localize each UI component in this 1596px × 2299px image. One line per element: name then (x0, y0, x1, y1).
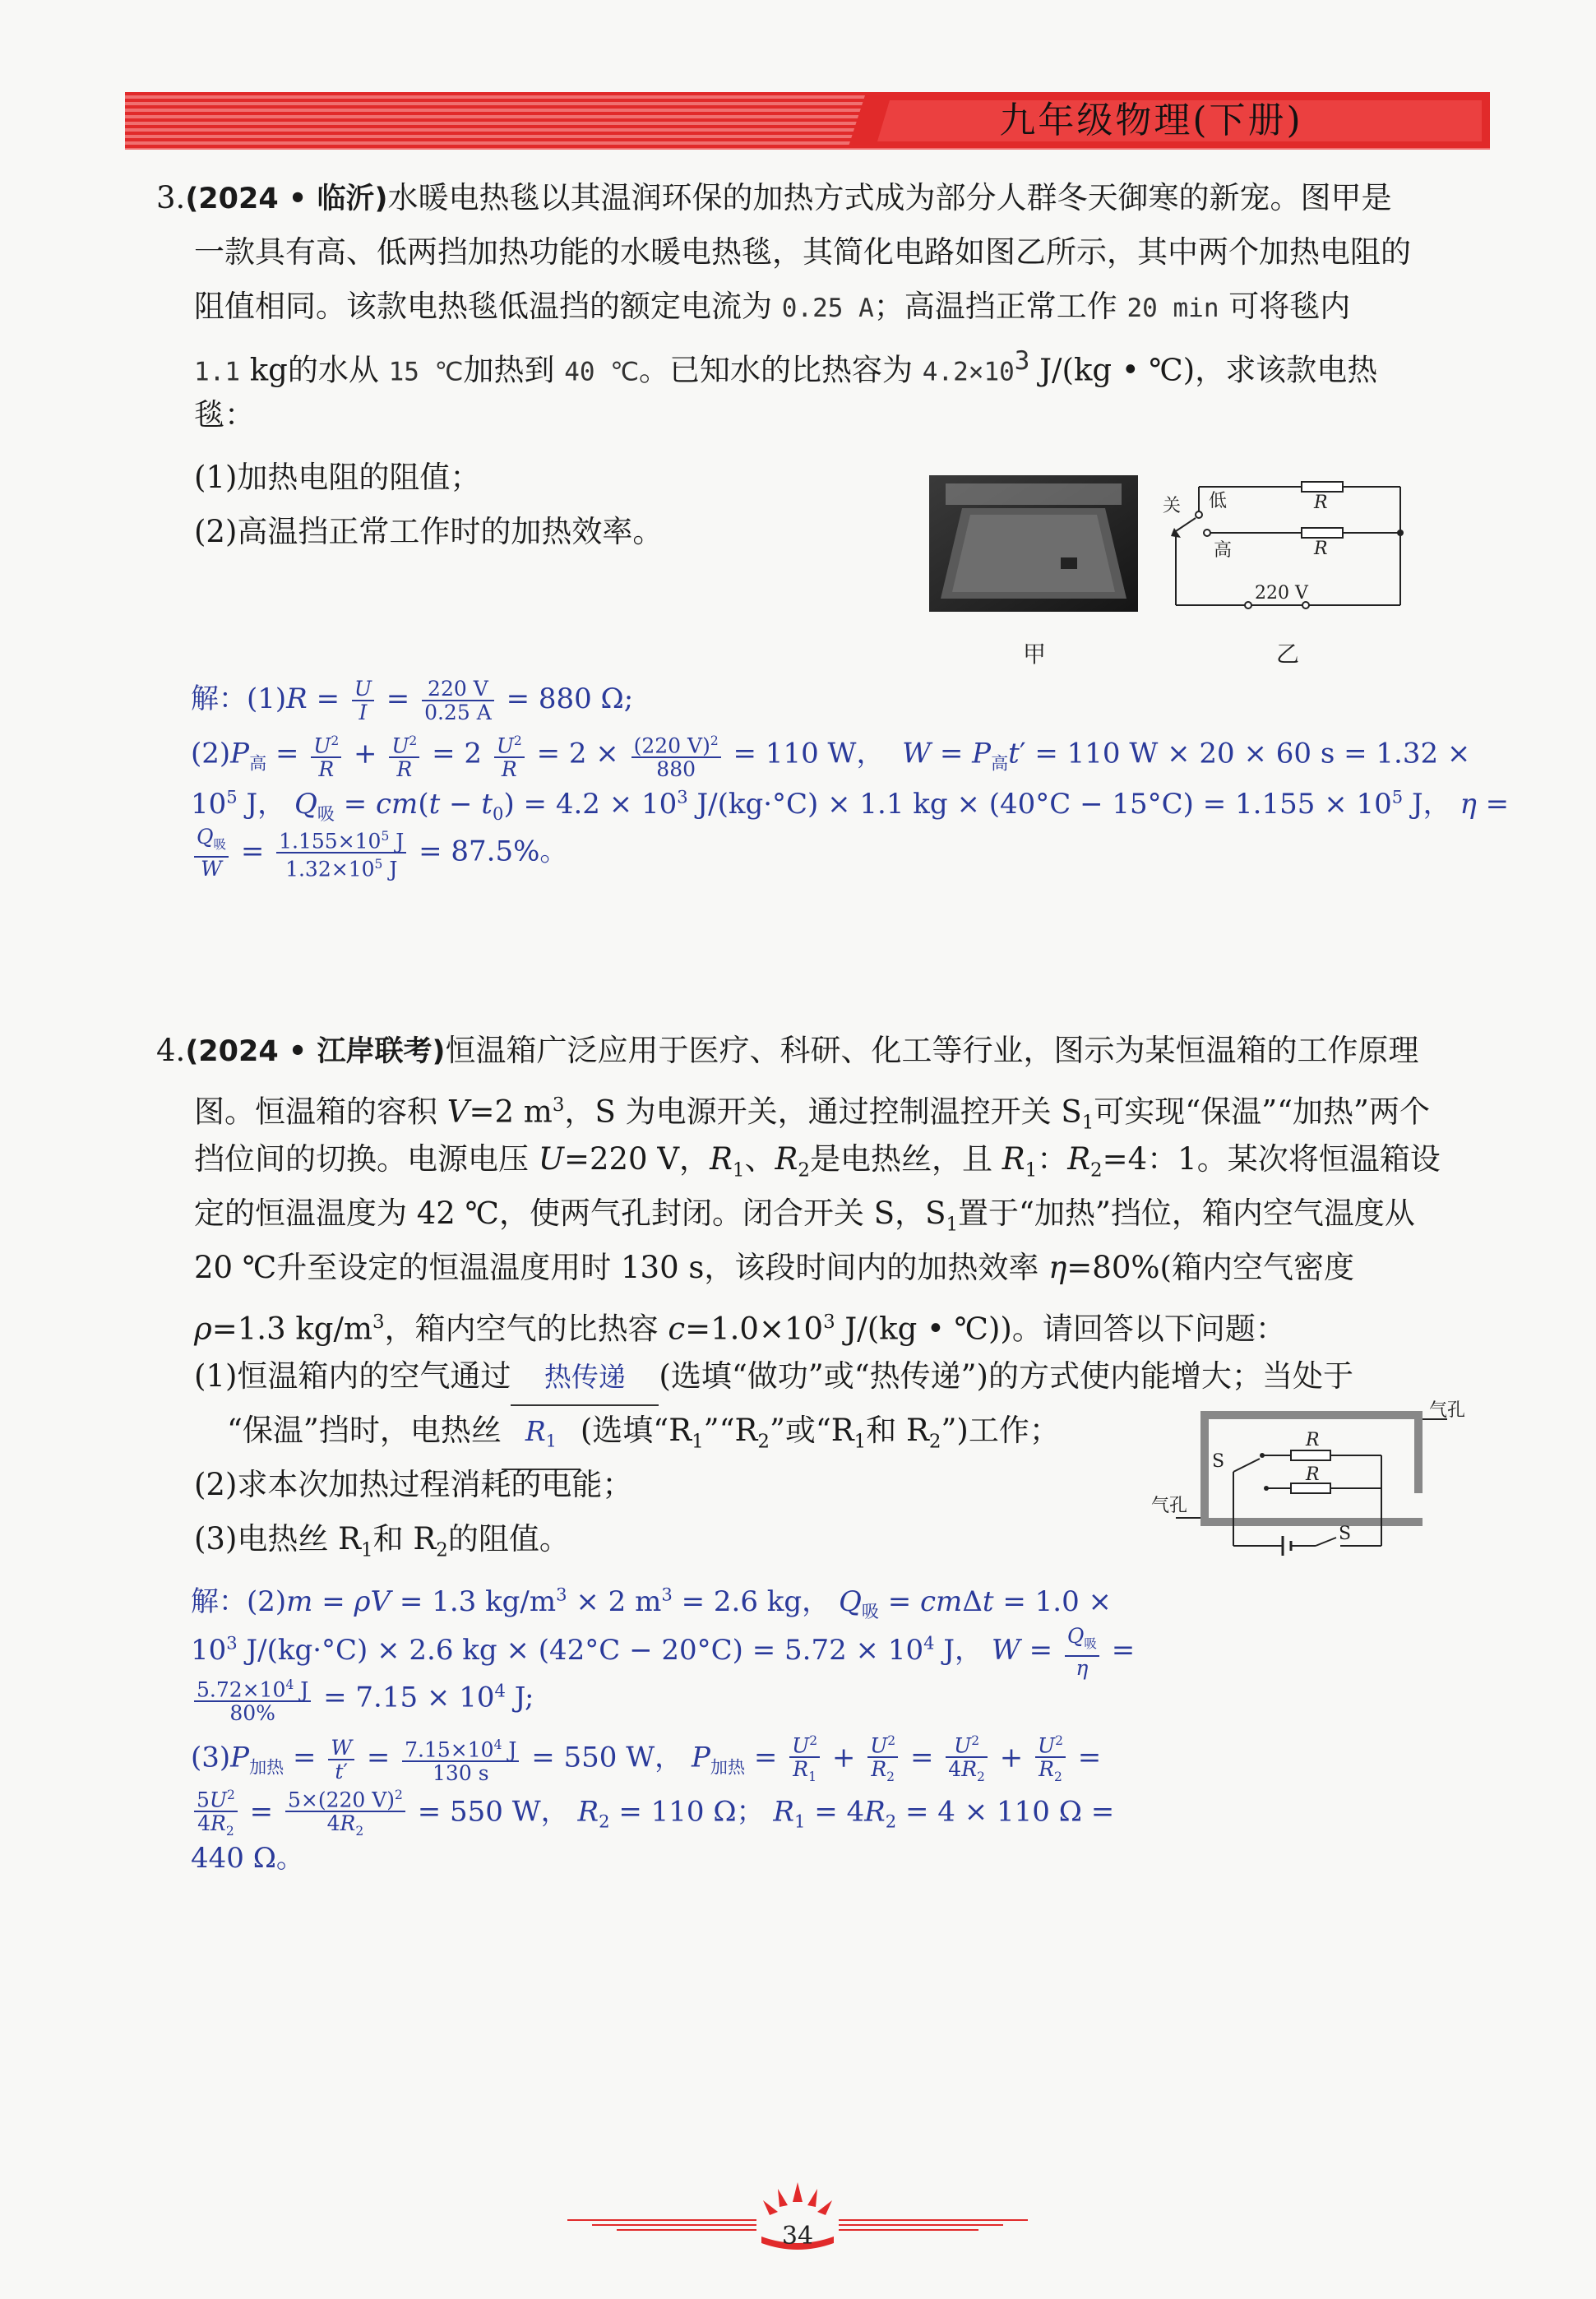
q3-answer-2-line3: $\frac{Q_吸}{W}$ = $\frac{1.155\times 10^5 J}{1.32\times 10^5 J}$ = 87.5%。 (191, 826, 567, 881)
page-number: 34 (781, 2222, 814, 2250)
q3-answer-2-line1: $(2)P_高$ = $\frac{U^2}{R}$ + $\frac{U^2}{R}$ = 2 $\frac{U^2}{R}$ = 2 × $\frac{(220 V)^2}{880}$ = 110 W， $W = P_高t' = 110$ W × 20 × 60 s = 1.32 × (191, 730, 1470, 780)
q3-temp2: 40 ℃ (564, 357, 640, 387)
q3-line4i: J/(kg • ℃)，求该款电热 (1029, 352, 1378, 388)
q4-blank-2: $R_1$ (502, 1404, 581, 1470)
q4-answer-2-line3: $\frac{5.72\times 10^4 J}{80\%}$ = $7.15 \times 10^4$ J; (191, 1674, 534, 1724)
q4-figure-incubator (1151, 1400, 1466, 1595)
q4-sub2: (2)求本次加热过程消耗的电能； (194, 1467, 633, 1502)
q3-number: 3. (156, 180, 186, 215)
q4-line4: 定的恒温温度为 42 ℃，使两气孔封闭。闭合开关 S，$S_1$置于“加热”挡位，箱内空气温度从 (194, 1196, 1415, 1236)
selector-switch (1176, 518, 1196, 531)
q4-number: 4. (156, 1033, 186, 1068)
q4-line3: 挡位间的切换。电源电压 U=220 V，$R_1$、$R_2$是电热丝，且 $R_1$：$R_2=4$：1。某次将恒温箱设 (194, 1141, 1441, 1182)
q4-line5: 20 ℃升至设定的恒温温度用时 130 s，该段时间内的加热效率 η=80%(箱内空气密度 (194, 1250, 1354, 1285)
q4-line1: 恒温箱广泛应用于医疗、科研、化工等行业，图示为某恒温箱的工作原理 (445, 1033, 1419, 1068)
q3-answer-2-line2: $10^5$ J， $Q_吸 = cm(t - t_0) = 4.2 \times 10^3$ J/(kg·°C) × 1.1 kg × $(40^\circ C - 15^\circ C) = 1.155 \times 10^5$ J， η = (191, 786, 1510, 824)
q3-figure-jia-photo (929, 475, 1138, 612)
svg-text:R: R (1306, 1464, 1320, 1485)
q4-answer-2-line1: 解：(2)m = ρV = 1.3 $kg/m^3 \times 2$ $m^3 = 2.6$ kg， $Q_吸 = cm\Delta t = 1.0$ × (191, 1584, 1113, 1621)
q3-line3c: ；高温挡正常工作 (873, 289, 1127, 324)
q4-blank-1: 热传递 (511, 1350, 659, 1406)
q3-mass: 1.1 (194, 357, 240, 387)
q3-specific-heat: 4.2×10 (922, 357, 1015, 387)
q4-line2: 图。恒温箱的容积 V=2 $m^3$，S 为电源开关，通过控制温控开关 $S_1$可实现“保温”“加热”两个 (194, 1094, 1430, 1134)
q4-sub1-line2: “保温”挡时，电热丝 $R_1$ (选填“$R_1”“R_2$”或“$R_1$和 $R_2$”)工作； (227, 1404, 1060, 1470)
q3-line3e: 可将毯内 (1219, 289, 1351, 324)
q3-line2: 一款具有高、低两挡加热功能的水暖电热毯，其简化电路如图乙所示，其中两个加热电阻的 (194, 234, 1411, 270)
resistor-middle (1302, 528, 1343, 538)
q3-line3a: 阻值相同。该款电热毯低温挡的额定电流为 (194, 289, 782, 324)
svg-text:S: S (1212, 1451, 1225, 1472)
page-header-title: 九年级物理(下册) (999, 99, 1303, 141)
circuit-label-r1: R (1314, 493, 1328, 513)
q3-figure-jia-label: 甲 (1023, 641, 1047, 668)
switch-s (1316, 1538, 1336, 1546)
q4-sub3: (3)电热丝 $R_1$和 $R_2$的阻值。 (194, 1521, 570, 1561)
circuit-label-off: 关 (1163, 496, 1182, 516)
vent-label-right: 气孔 (1429, 1400, 1466, 1421)
q3-sub1: (1)加热电阻的阻值； (194, 460, 481, 495)
q4-source: (2024 • 江岸联考) (185, 1035, 446, 1068)
q4-answer-3-line1: $(3)P_{加热}$ = $\frac{W}{t'}$ = $\frac{7.15\times 10^4 J}{130 s}$ = 550 W， $P_{加热}$ = $\frac{U^2}{R_1}$ + $\frac{U^2}{R_2}$ = $\frac{U^2}{4R_2}$ + $\frac{U^2}{R_2}$ = (191, 1730, 1101, 1788)
q3-sub2: (2)高温挡正常工作时的加热效率。 (194, 514, 664, 549)
q3-line5: 毯： (194, 397, 255, 433)
q3-time: 20 min (1126, 294, 1219, 323)
q4-answer-3-line2: $\frac{5U^2}{4R_2}$ = $\frac{5\times(220 V)^2}{4R_2}$ = 550 W， $R_2 = 110$ Ω； $R_1 = 4R_2 = 4 \times 110$ Ω = (191, 1784, 1114, 1843)
svg-text:R: R (1306, 1430, 1320, 1450)
q3-line4b: kg的水从 (240, 352, 389, 388)
circuit-label-voltage: 220 V (1255, 583, 1308, 604)
switch-s1 (1233, 1459, 1260, 1472)
q3-figure-yi-label: 乙 (1276, 641, 1300, 668)
circuit-label-high: 高 (1214, 540, 1233, 561)
q3-line1: 水暖电热毯以其温润环保的加热方式成为部分人群冬天御寒的新宠。图甲是 (387, 180, 1392, 215)
q3-figure-yi-circuit (1163, 482, 1413, 613)
vent-label-left: 气孔 (1151, 1496, 1188, 1516)
circuit-label-r2: R (1314, 539, 1328, 559)
q3-line4d: 加热到 (463, 352, 565, 388)
circuit-label-low: 低 (1209, 491, 1228, 511)
q3-current: 0.25 A (781, 294, 874, 323)
q4-sub1: (1)恒温箱内的空气通过 热传递 (选填“做功”或“热传递”)的方式使内能增大；当处于 (194, 1349, 1353, 1406)
q4-answer-3-line3: 440 Ω。 (191, 1842, 304, 1875)
resistor-top (1302, 482, 1343, 492)
q3-temp1: 15 ℃ (388, 357, 464, 387)
resistor-r1 (1291, 1450, 1330, 1460)
q3-source: (2024 • 临沂) (185, 183, 388, 215)
q3-answer-1: 解：(1)R = $\frac{U}{I}$ = $\frac{220 V}{0.25 A}$ = 880 Ω; (191, 677, 634, 724)
q3-line4f: 。已知水的比热容为 (639, 352, 923, 388)
q4-answer-2-line2: $10^3$ J/(kg·°C) × 2.6 kg × $(42^\circ C - 20^\circ C) = 5.72 \times 10^4$ J， W = $\frac{Q_吸}{\eta}$ = (191, 1624, 1136, 1680)
question-3: 3.(2024 • 临沂)水暖电热毯以其温润环保的加热方式成为部分人群冬天御寒的新宠。图甲是 一款具有高、低两挡加热功能的水暖电热毯，其简化电路如图乙所示，其中两个加热电阻的 阻值相同。该款电热毯低温挡的额定电流为 0.25 A；高温挡正常工作 20 min 可将毯内 1.1 kg的水从 15 ℃加热到 40 ℃。已知水的比热容为 $4.2\times 10^3$ J/(kg • ℃)，求该款电热 毯： (1)加热电阻的阻值； (2)高温挡正常工作时的加热效率。 (156, 171, 1480, 664)
svg-text:S: S (1339, 1524, 1352, 1544)
q4-line6: ρ=1.3 $kg/m^3$，箱内空气的比热容 $c=1.0\times 10^3$ J/(kg • ℃))。请回答以下问题： (194, 1311, 1286, 1347)
